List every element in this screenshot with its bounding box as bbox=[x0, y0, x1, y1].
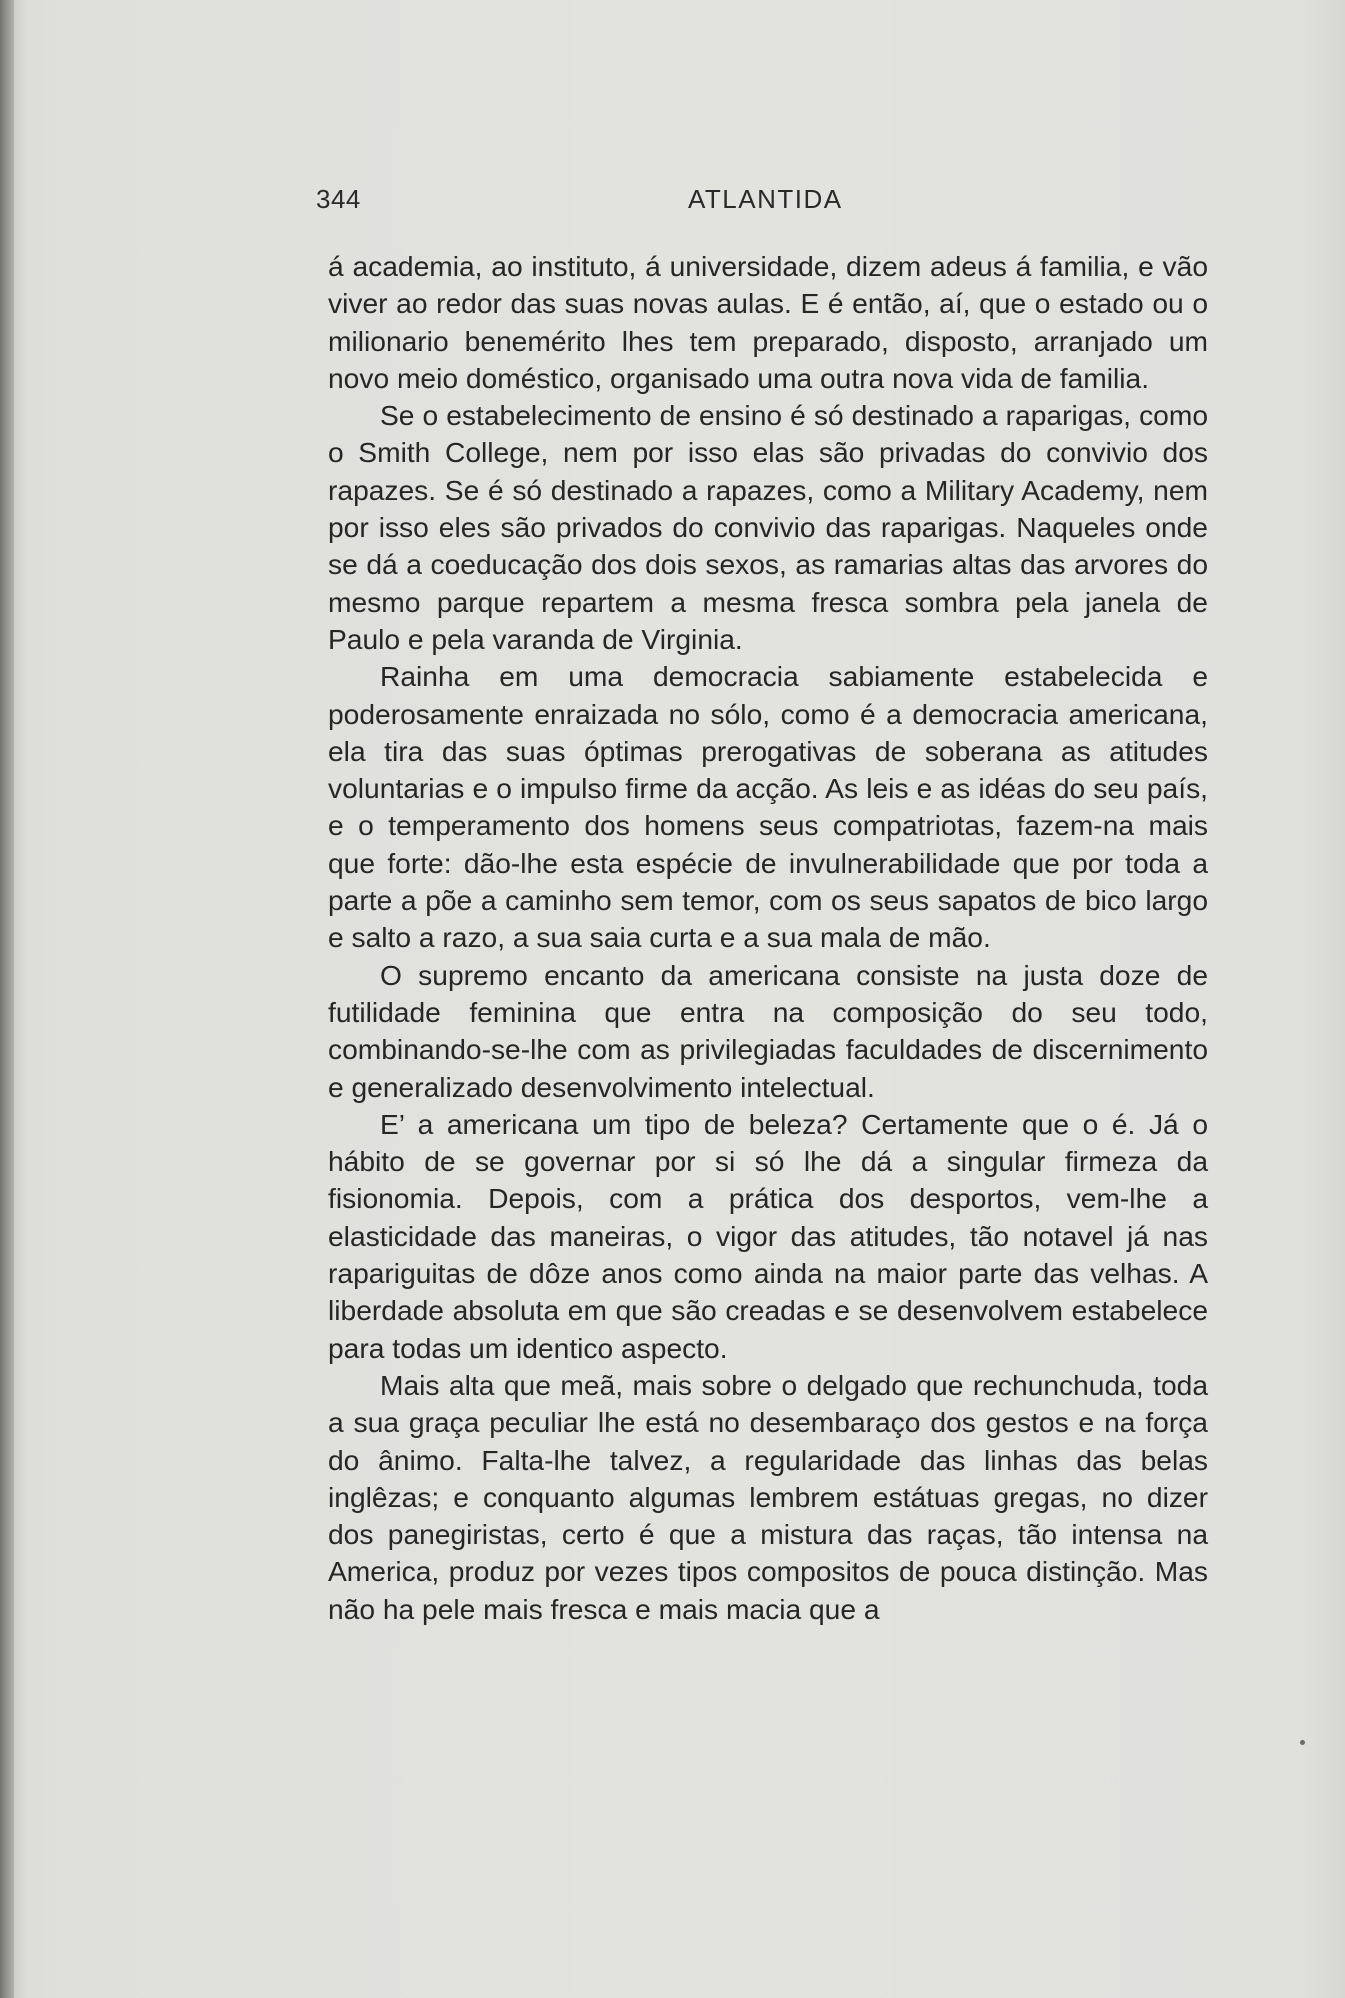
paragraph: E’ a americana um tipo de beleza? Certamente que o é. Já o hábito de se governar por si só lhe dá a singular firmeza da fisionomia. Depois, com a prática dos desportos, vem-lhe a elasticidade das maneiras, o vigor das atitudes, tão notavel já nas rapariguitas de dôze anos como ainda na maior parte das velhas. A liberdade absoluta em que são creadas e se desenvolvem estabelece para todas um identico aspecto. bbox=[328, 1107, 1208, 1364]
page-number: 344 bbox=[316, 184, 361, 214]
body-text bbox=[328, 248, 1208, 1628]
paragraph: Mais alta que meã, mais sobre o delgado que rechunchuda, toda a sua graça peculiar lhe está no desembaraço dos gestos e na força do ânimo. Falta-lhe talvez, a regularidade das linhas das belas inglêzas; e conquanto algumas lembrem estátuas gregas, no dizer dos panegiristas, certo é que a mistura das raças, tão intensa na America, produz por vezes tipos compositos de pouca distinção. Mas não ha pele mais fresca e mais macia que a bbox=[328, 1368, 1208, 1625]
paper-speck bbox=[1300, 1740, 1305, 1745]
paragraph: Se o estabelecimento de ensino é só destinado a raparigas, como o Smith College, nem por isso elas são privadas do convivio dos rapazes. Se é só destinado a rapazes, como a Military Academy, nem por isso eles são privados do convivio das raparigas. Naqueles onde se dá a coeducação dos dois sexos, as ramarias altas das arvores do mesmo parque repartem a mesma fresca sombra pela janela de Paulo e pela varanda de Virginia. bbox=[328, 399, 1208, 655]
paragraph: Rainha em uma democracia sabiamente estabelecida e poderosamente enraizada no sólo, como é a democracia americana, ela tira das suas óptimas prerogativas de soberana as atitudes voluntarias e o impulso firme da acção. As leis e as idéas do seu país, e o temperamento dos homens seus compatriotas, fazem-na mais que forte: dão-lhe esta espécie de invulnerabilidade que por toda a parte a põe a caminho sem temor, com os seus sapatos de bico largo e salto a razo, a sua saia curta e a sua mala de mão. bbox=[328, 660, 1208, 954]
running-head bbox=[316, 178, 1204, 222]
book-binding-edge bbox=[0, 0, 14, 1998]
running-title: ATLANTIDA bbox=[688, 184, 843, 214]
paragraph-continuation: á academia, ao instituto, á universidade, dizem adeus á familia, e vão viver ao redor das suas novas aulas. E é então, aí, que o estado ou o milionario benemérito lhes tem preparado, disposto, arranjado um novo meio doméstico, organisado uma outra nova vida de familia. bbox=[328, 250, 1208, 394]
paragraph: O supremo encanto da americana consiste na justa doze de futilidade feminina que entra na composição do seu todo, combinando-se-lhe com as privilegiadas faculdades de discernimento e generalizado desenvolvimento intelectual. bbox=[328, 958, 1208, 1103]
